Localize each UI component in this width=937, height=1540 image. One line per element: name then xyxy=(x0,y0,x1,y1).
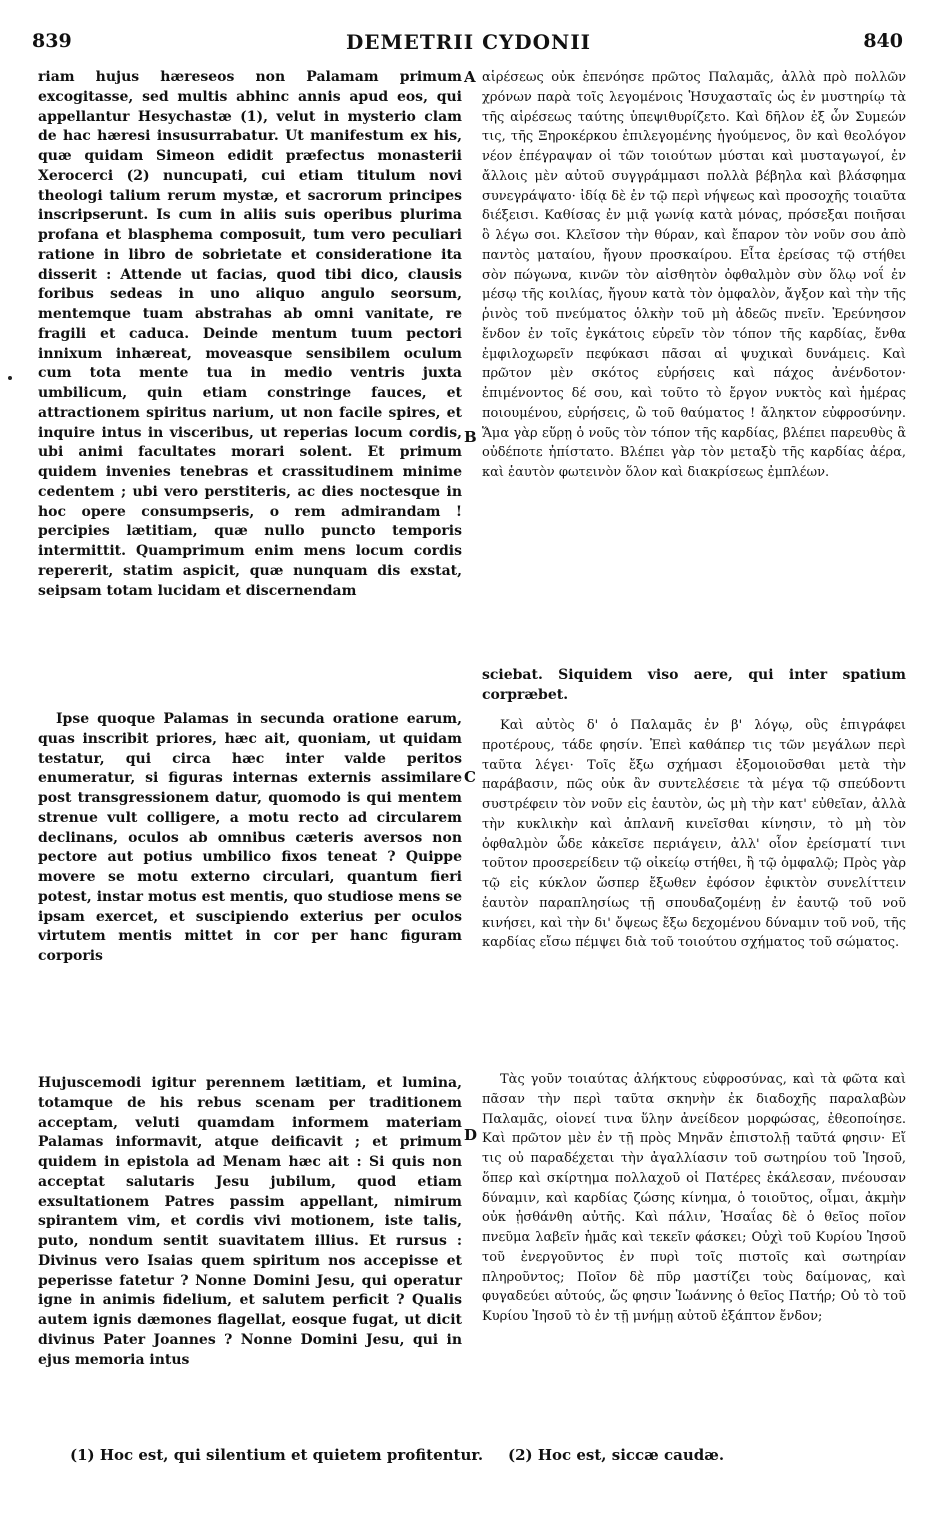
footnote-right: (2) Hoc est, siccæ caudæ. xyxy=(508,1446,725,1464)
latin-paragraph-2: Ipse quoque Palamas in secunda oratione earum, quas inscribit priores, hæc ait, quoniam, ut quidam testatur, qui circa hæc inter valde peritos enumeratur, si figuras internas externis assimilare post transgressionem datur, quomodo is qui mentem strenue vult colligere, a motu recto ad circularem declinans, oculos ab omnibus cæteris aversos non pectore aut potius umbilico fixos teneat ? Quippe movere se motu externo circulari, quantum fieri potest, instar motus est mentis, quo studiose mens se ipsam exercet, et suscipiendo exterius per oculos virtutem mentis mittet in cor per hanc figuram corporis xyxy=(38,711,462,964)
margin-letter-c: C xyxy=(464,768,476,786)
page-number-right: 840 xyxy=(863,30,903,52)
footnote-left: (1) Hoc est, qui silentium et quietem profitentur. xyxy=(70,1446,484,1464)
margin-letter-a: A xyxy=(464,68,476,86)
margin-letter-d: D xyxy=(464,1126,478,1144)
page-number-left: 839 xyxy=(32,30,72,52)
latin-paragraph-3: Hujuscemodi igitur perennem lætitiam, et lumina, totamque de his rebus scenam per traditionem acceptam, veluti quamdam informem materiam Palamas informavit, atque deificavit ; et primum quidem in epistola ad Menam hæc ait : Si quis non acceptat salutaris Jesu jubilum, quod etiam exsultationem Patres passim appellant, nimirum spirantem vim, et cordis vivi motionem, iste talis, puto, nondum sentit suavitatem illius. Et rursus : Divinus vero Isaias quem spiritum nos accepisse et peperisse fatetur ? Nonne Domini Jesu, qui operatur igne in animis fidelium, et salutem perficit ? Qualis autem ignis dæmones flagellat, eosque fugat, ut dicit divinus Pater Joannes ? Nonne Domini Jesu, qui in ejus memoria intus xyxy=(38,1075,462,1368)
greek-paragraph-1: αἱρέσεως οὐκ ἐπενόησε πρῶτος Παλαμᾶς, ἀλλὰ πρὸ πολλῶν χρόνων παρὰ τοῖς λεγομένοις Ἡσυχασταῖς ὡς ἐν μυστηρίῳ τὰ τῆς αἱρέσεως ταύτης ὑπεψιθυρίζετο. Καὶ δῆλον ἐξ ὧν Συμεών τις, τῆς Ξηροκέρκου ἐπιλεγομένης ἡγούμενος, ὃν καὶ θεολόγον νέον ἐπέγραψαν οἱ τῶν τοιούτων μύσται καὶ μυσταγωγοί, ἐν ἄλλοις μὲν αὐτοῦ συγγράμμασι πολλὰ βέβηλα καὶ βλάσφημα συνεγράψατο· ἰδίᾳ δὲ ἐν τῷ περὶ νήψεως καὶ προσοχῆς τοιαῦτα διέξεισι. Καθίσας ἐν μιᾷ γωνίᾳ κατὰ μόνας, πρόσεξαι ποιῆσαι ὃ λέγω σοι. Κλεῖσον τὴν θύραν, καὶ ἔπαρον τὸν νοῦν σου ἀπὸ παντὸς ματαίου, ἤγουν προσκαίρου. Εἶτα ἐρείσας τῷ στήθει σὸν πώγωνα, κινῶν τὸν αἰσθητὸν ὀφθαλμὸν σὺν ὅλῳ νοΐ ἐν μέσῳ τῆς κοιλίας, ἤγουν κατὰ τὸν ὀμφαλὸν, ἄγξον καὶ τὴν τῆς ῥινὸς τοῦ πνεύματος ὁλκὴν τοῦ μὴ ἀδεῶς πνεῖν. Ἐρεύνησον ἔνδον ἐν τοῖς ἐγκάτοις εὑρεῖν τὸν τόπον τῆς καρδίας, ἔνθα ἐμφιλοχωρεῖν πεφύκασι πᾶσαι αἱ ψυχικαὶ δυνάμεις. Καὶ πρῶτον μὲν σκότος εὑρήσεις καὶ πάχος ἀνένδοτον· ἐπιμένοντος δέ σου, καὶ τοῦτο τὸ ἔργον νυκτὸς καὶ ἡμέρας ποιουμένου, εὑρήσεις, ὢ τοῦ θαύματος ! ἄληκτον εὐφροσύνην. Ἅμα γὰρ εὕρῃ ὁ νοῦς τὸν τόπον τῆς καρδίας, βλέπει παρευθὺς ἃ οὐδέποτε ἠπίστατο. Βλέπει γὰρ τὸν μεταξὺ τῆς καρδίας ἀέρα, καὶ ἑαυτὸν φωτεινὸν ὅλον καὶ διακρίσεως ἐμπλέων. xyxy=(482,70,906,480)
greek-paragraph-2: Καὶ αὐτὸς δ' ὁ Παλαμᾶς ἐν β' λόγῳ, οὓς ἐπιγράφει προτέρους, τάδε φησίν. Ἐπεὶ καθάπερ τις τῶν μεγάλων περὶ ταῦτα λέγει· Τοῖς ἔξω σχήμασι ἐξομοιοῦσθαι μετὰ τὴν παράβασιν, πῶς οὐκ ἂν συντελέσειε τὰ μέγα τῷ σπεύδοντι συστρέφειν τὸν νοῦν εἰς ἑαυτὸν, ὡς μὴ τὴν κατ' εὐθεῖαν, ἀλλὰ τὴν κυκλικὴν καὶ ἀπλανῆ κινεῖσθαι κίνησιν, τὸ μὴ τὸν ὀφθαλμὸν ὧδε κἀκεῖσε περιάγειν, ἀλλ' οἷον ἐρείσματί τινι τοῦτον προσερείδειν τῷ οἰκείῳ στήθει, ἢ τῷ ὀμφαλῷ; Πρὸς γὰρ τῷ εἰς κύκλον ὥσπερ ἔξωθεν ἐφόσον ἐφικτὸν συνελίττειν ἑαυτὸν παραπλησίως τῇ σπουδαζομένῃ ἐν ἑαυτῷ τοῦ νοῦ κινήσει, καὶ τὴν δι' ὄψεως ἔξω δεχομένου δύναμιν τοῦ νοῦ, τῆς καρδίας εἴσω πέμψει διὰ τοῦ τοιούτου σχήματος τοῦ σώματος. xyxy=(482,718,906,951)
margin-dot xyxy=(8,376,12,380)
greek-paragraph-3: Τὰς γοῦν τοιαύτας ἀλήκτους εὐφροσύνας, καὶ τὰ φῶτα καὶ πᾶσαν τὴν περὶ ταῦτα σκηνὴν ἐκ διαδοχῆς παραλαβὼν Παλαμᾶς, οἱονεί τινα ὕλην ἀνείδεον μορφώσας, ἐθεοποίησε. Καὶ πρῶτον μὲν ἐν τῇ πρὸς Μηνᾶν ἐπιστολῇ ταῦτά φησιν· Εἴ τις οὐ παραδέχεται τὴν ἀγαλλίασιν τοῦ σωτηρίου τοῦ Ἰησοῦ, ὅπερ καὶ σκίρτημα πολλαχοῦ οἱ Πατέρες ἐκάλεσαν, πνέουσαν δύναμιν, καὶ καρδίας ζώσης κίνημα, ὁ τοιοῦτος, οἶμαι, ἀκμὴν οὐκ ᾐσθάνθη αὐτῆς. Καὶ πάλιν, Ἡσαΐας δὲ ὁ θεῖος ποῖον πνεῦμα λαβεῖν ἡμᾶς καὶ τεκεῖν φάσκει; Οὐχὶ τοῦ Κυρίου Ἰησοῦ τοῦ ἐνεργοῦντος ἐν πυρὶ τοῖς πιστοῖς καὶ σωτηρίαν πληροῦντος; Ποῖον δὲ πῦρ μαστίζει τοὺς δαίμονας, καὶ φυγαδεύει αὐτούς, ὥς φησιν Ἰωάννης ὁ θεῖος Πατήρ; Οὐ τὸ τοῦ Κυρίου Ἰησοῦ τὸ ἐν τῇ μνήμῃ αὐτοῦ ἐξάπτον ἔνδον; xyxy=(482,1072,906,1324)
page-header xyxy=(30,30,907,60)
latin-continuation: sciebat. Siquidem viso aere, qui inter spatium corpræbet. xyxy=(482,667,906,703)
running-title: DEMETRII CYDONII xyxy=(345,30,592,54)
margin-letter-b: B xyxy=(464,428,477,446)
latin-paragraph-1: riam hujus hæreseos non Palamam primum excogitasse, sed multis abhinc annis apud eos, qui appellantur Hesychastæ (1), velut in mysterio clam de hac hæresi insusurrabatur. Ut manifestum ex his, quæ quidam Simeon edidit præfectus monasterii Xerocerci (2) nuncupati, cui etiam titulum novi theologi talium rerum mystæ, et sacrorum principes inscripserunt. Is cum in aliis suis operibus plurima profana et blasphema composuit, tum vero peculiari ratione in libro de sobrietate et consideratione ita disserit : Attende ut facias, quod tibi dico, clausis foribus sedeas in uno aliquo angulo seorsum, mentemque tuam abstrahas ab omni vanitate, re fragili et caduca. Deinde mentum tuum pectori innixum inhæreat, moveasque sensibilem oculum cum tota mente tua in medio ventris juxta umbilicum, quin etiam constringe fauces, et attractionem spiritus narium, ut non facile spires, et inquire intus in visceribus, ut reperias locum cordis, ubi animi facultates morari solent. Et primum quidem invenies tenebras et crassitudinem minime cedentem ; ubi vero perstiteris, ac dies noctesque in hoc opere consumpseris, o rem admirandam ! percipies lætitiam, quæ nullo puncto temporis intermittit. Quamprimum enim mens locum cordis repererit, statim aspicit, quæ nunquam dis exstat, seipsam totam lucidam et discernendam xyxy=(38,69,462,599)
